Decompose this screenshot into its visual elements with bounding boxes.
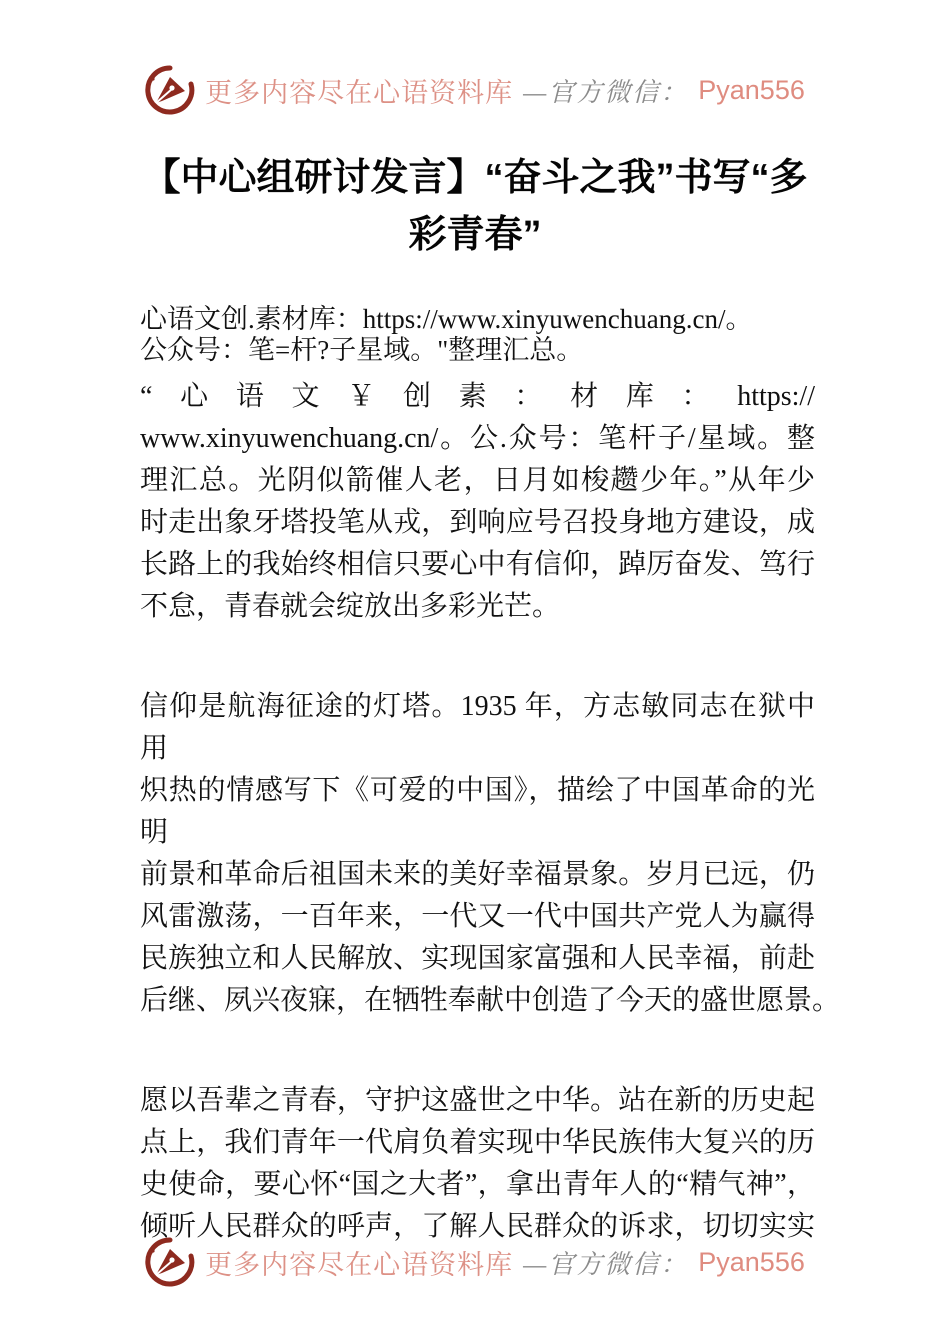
text-line: 倾听人民群众的呼声，了解人民群众的诉求，切切实实 [140, 1211, 815, 1242]
text-line: 不怠，青春就会绽放出多彩光芒。 [140, 591, 561, 622]
paragraph-2 [140, 686, 841, 1022]
text-line: 理汇总。光阴似箭催人老，日月如梭趱少年。”从年少 [140, 465, 815, 496]
official-wechat-label: —官方微信： [523, 77, 689, 107]
text-line: 后继、夙兴夜寐，在牺牲奉献中创造了今天的盛世愿景。 [140, 985, 841, 1016]
text-line: 风雷激荡，一百年来，一代又一代中国共产党人为赢得 [140, 901, 815, 932]
paragraph-3 [140, 1080, 815, 1248]
text-line: 炽热的情感写下《可爱的中国》，描绘了中国革命的光明 [140, 775, 815, 848]
title-line-2: 彩青春” [408, 214, 542, 256]
brand-tagline: 更多内容尽在心语资料库 [205, 1249, 514, 1280]
text-line: 时走出象牙塔投笔从戎，到响应号召投身地方建设，成 [140, 507, 815, 538]
text-line: 公众号：笔=杆?子星域。"整理汇总。 [140, 335, 584, 365]
paragraph-1 [140, 376, 815, 628]
text-line: 愿以吾辈之青春，守护这盛世之中华。站在新的历史起 [140, 1085, 815, 1116]
text-line: www.xinyuwenchuang.cn/。公.众号：笔杆子/星域。整 [140, 423, 815, 454]
document-body [140, 304, 841, 1248]
text-line: 心语文创.素材库：https://www.xinyuwenchuang.cn/。 [140, 304, 753, 334]
text-line: 点上，我们青年一代肩负着实现中华民族伟大复兴的历 [140, 1127, 815, 1158]
text-line: “心语文￥创素：材库：https:// [140, 381, 815, 412]
footer-brandbar [0, 1236, 950, 1288]
text-line: 史使命，要心怀“国之大者”，拿出青年人的“精气神”， [140, 1169, 815, 1200]
header-brandbar [0, 0, 950, 116]
document-title [0, 150, 950, 264]
brand-tagline: 更多内容尽在心语资料库 [205, 77, 514, 108]
text-line: 民族独立和人民解放、实现国家富强和人民幸福，前赴 [140, 943, 815, 974]
source-note [140, 304, 815, 366]
title-line-1: 【中心组研讨发言】“奋斗之我”书写“多 [142, 157, 808, 199]
pen-swirl-logo-icon [145, 1237, 195, 1287]
text-line: 长路上的我始终相信只要心中有信仰，踔厉奋发、笃行 [140, 549, 815, 580]
official-wechat-label: —官方微信： [523, 1249, 689, 1279]
text-line: 信仰是航海征途的灯塔。1935 年，方志敏同志在狱中用 [140, 691, 815, 764]
wechat-id: Pyan556 [698, 74, 805, 105]
wechat-id: Pyan556 [698, 1246, 805, 1277]
text-line: 前景和革命后祖国未来的美好幸福景象。岁月已远，仍 [140, 859, 815, 890]
pen-swirl-logo-icon [145, 65, 195, 115]
